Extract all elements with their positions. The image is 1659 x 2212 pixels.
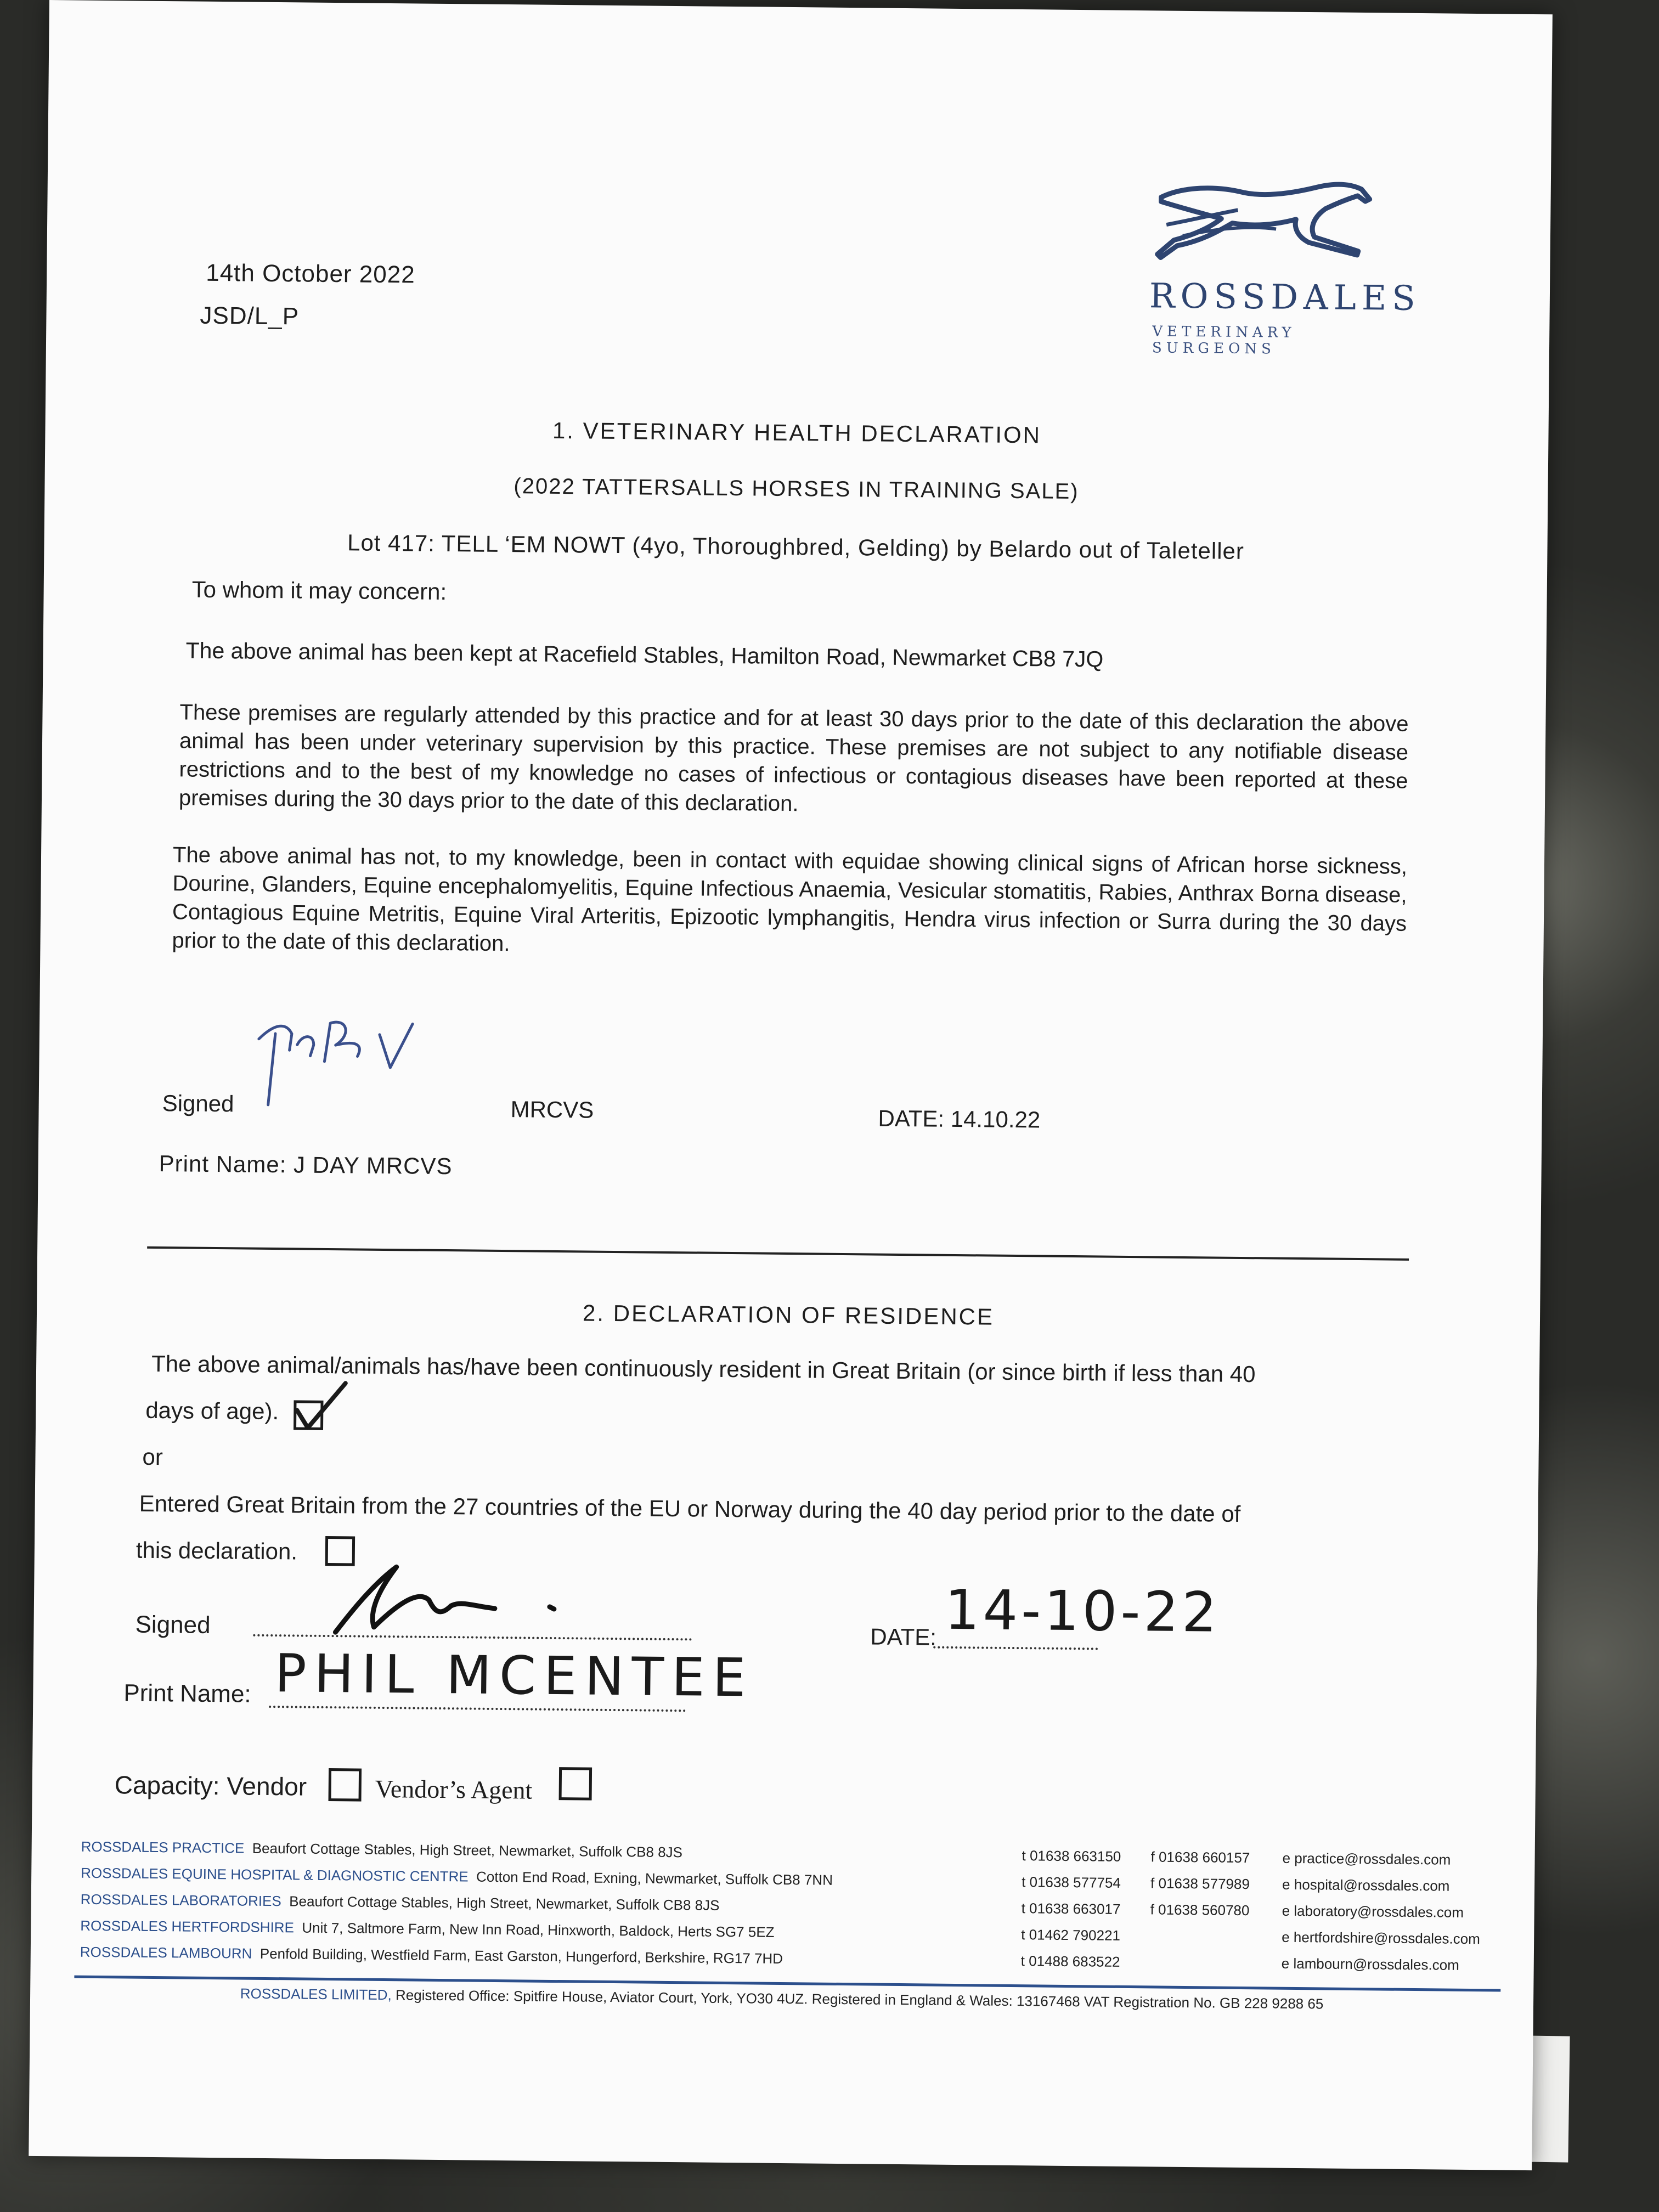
footer-tel: t 01462 790221 <box>1021 1926 1121 1944</box>
footer-tel: t 01638 663150 <box>1022 1847 1121 1865</box>
mrcvs-label: MRCVS <box>510 1096 594 1123</box>
footer-email: e practice@rossdales.com <box>1282 1849 1451 1868</box>
capacity-vendor-label: Capacity: Vendor <box>114 1770 307 1801</box>
footer-org: ROSSDALES HERTFORDSHIRE <box>80 1917 295 1936</box>
vendor-print-name-handwritten: PHIL MCENTEE <box>274 1643 754 1709</box>
salutation: To whom it may concern: <box>191 576 447 605</box>
lot-description: Lot 417: TELL ‘EM NOWT (4yo, Thoroughbred, Gelding) by Belardo out of Taleteller <box>347 529 1245 564</box>
galloping-horse-icon <box>1149 175 1381 270</box>
section-divider <box>147 1246 1409 1261</box>
section1-subtitle: (2022 TATTERSALLS HORSES IN TRAINING SALE) <box>514 474 1079 504</box>
footer-org: ROSSDALES PRACTICE <box>81 1838 245 1857</box>
footer-contacts <box>80 1838 1486 1984</box>
footer-email: e lambourn@rossdales.com <box>1281 1955 1459 1973</box>
logo-tagline: VETERINARY SURGEONS <box>1152 323 1296 358</box>
registered-org: ROSSDALES LIMITED, <box>240 1985 392 2004</box>
footer-email: e hertfordshire@rossdales.com <box>1282 1928 1480 1948</box>
vendor-signed-label: Signed <box>135 1611 211 1639</box>
vendor-checkbox[interactable] <box>329 1768 362 1802</box>
vendors-agent-label: Vendor’s Agent <box>375 1774 533 1804</box>
letter-date: 14th October 2022 <box>206 259 415 289</box>
vendor-date-handwritten: 14-10-22 <box>944 1577 1221 1645</box>
resident-statement-line2: days of age). <box>145 1397 279 1425</box>
footer-address: Penfold Building, Westfield Farm, East Garston, Hungerford, Berkshire, RG17 7HD <box>259 1945 783 1967</box>
footer-address: Unit 7, Saltmore Farm, New Inn Road, Hinxworth, Baldock, Herts SG7 5EZ <box>302 1919 775 1940</box>
premises-paragraph: These premises are regularly attended by this practice and for at least 30 days prior to the date of this declaration the above animal has been under veterinary supervision by this practice. These premises are not subject to any notifiable disease restrictions and to the best of my knowledge no cases of infectious or contagious diseases have been reported at these premises during the 30 days prior to the date of this declaration. <box>178 700 1409 816</box>
footer-org: ROSSDALES EQUINE HOSPITAL & DIAGNOSTIC CENTRE <box>81 1864 469 1885</box>
footer-email: e laboratory@rossdales.com <box>1282 1902 1464 1921</box>
vet-print-name: Print Name: J DAY MRCVS <box>159 1150 453 1180</box>
footer-fax: f 01638 560780 <box>1150 1901 1250 1919</box>
section2-title: 2. DECLARATION OF RESIDENCE <box>582 1300 995 1330</box>
vendor-print-name-label: Print Name: <box>123 1679 251 1708</box>
footer-fax: f 01638 577989 <box>1150 1875 1250 1893</box>
resident-checkmark-icon <box>292 1378 353 1439</box>
section1-title: 1. VETERINARY HEALTH DECLARATION <box>552 417 1042 448</box>
resident-statement-line1: The above animal/animals has/have been continuously resident in Great Britain (or since birth if less than 40 <box>151 1350 1256 1387</box>
vet-signed-label: Signed <box>162 1090 234 1117</box>
registered-text: Registered Office: Spitfire House, Aviator Court, York, YO30 4UZ. Registered in England & Wales: 13167468 VAT Registration No. GB 228 9288 65 <box>395 1987 1324 2012</box>
vet-declaration-date: DATE: 14.10.22 <box>878 1105 1041 1133</box>
footer-tel: t 01488 683522 <box>1020 1953 1120 1970</box>
vendor-signature <box>330 1550 616 1646</box>
footer-address: Cotton End Road, Exning, Newmarket, Suffolk CB8 7NN <box>476 1868 833 1888</box>
footer-address: Beaufort Cottage Stables, High Street, Newmarket, Suffolk CB8 8JS <box>289 1893 720 1914</box>
or-text: or <box>142 1443 163 1470</box>
rossdales-logo <box>1149 175 1421 358</box>
contact-paragraph: The above animal has not, to my knowledge, been in contact with equidae showing clinical signs of African horse sickness, Dourine, Glanders, Equine encephalomyelitis, Equine Infectious Anaemia, Vesicular stomatitis, Rabies, Anthrax Borna disease, Contagious Equine Metritis, Equine Viral Arteritis, Epizootic lymphangitis, Hendra virus infection or Surra during the 30 days prior to the date of this declaration. <box>172 843 1408 956</box>
footer-tel: t 01638 663017 <box>1021 1900 1121 1917</box>
reference-code: JSD/L_P <box>200 302 300 330</box>
footer-org: ROSSDALES LABORATORIES <box>80 1891 281 1910</box>
entered-statement-line2: this declaration. <box>136 1537 298 1565</box>
premises-location: The above animal has been kept at Racefield Stables, Hamilton Road, Newmarket CB8 7JQ <box>185 637 1104 672</box>
document-page <box>29 0 1553 2170</box>
vendor-date-label: DATE: <box>870 1623 937 1650</box>
footer-tel: t 01638 577754 <box>1022 1874 1121 1891</box>
vet-signature <box>253 1001 484 1113</box>
footer-fax: f 01638 660157 <box>1150 1848 1250 1866</box>
vendor-date-line <box>933 1646 1098 1650</box>
vendors-agent-checkbox[interactable] <box>559 1767 592 1801</box>
footer-address: Beaufort Cottage Stables, High Street, Newmarket, Suffolk CB8 8JS <box>252 1839 683 1861</box>
entered-statement-line1: Entered Great Britain from the 27 countries of the EU or Norway during the 40 day period prior to the date of <box>139 1490 1241 1527</box>
footer-org: ROSSDALES LAMBOURN <box>80 1943 252 1962</box>
footer-email: e hospital@rossdales.com <box>1282 1876 1450 1894</box>
logo-wordmark: ROSSDALES <box>1149 275 1421 319</box>
